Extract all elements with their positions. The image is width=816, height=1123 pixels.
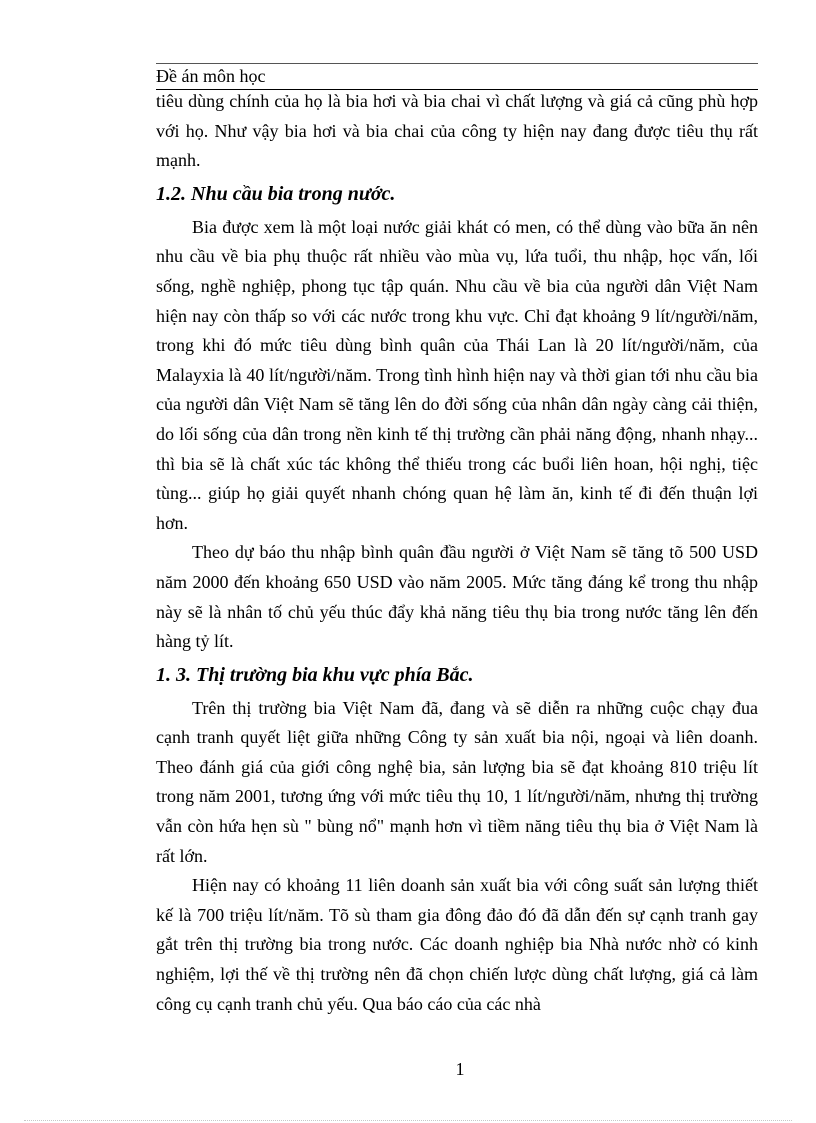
page-bottom-rule	[24, 1120, 792, 1121]
section-heading-1-3: 1. 3. Thị trường bia khu vực phía Bắc.	[156, 663, 474, 686]
paragraph-joint-ventures: Hiện nay có khoảng 11 liên doanh sản xuất bia với công suất sản lượng thiết kế là 700 triệu lít/năm. Tõ sù tham gia đông đảo đó đã dẫn đến sự cạnh tranh gay gắt trên thị trường bia trong nước. Các doanh nghiệp bia Nhà nước nhờ có kinh nghiệm, lợi thế về thị trường nên đã chọn chiến lược dùng chất lượng, giá cả làm công cụ cạnh tranh chủ yếu. Qua báo cáo của các nhà	[156, 875, 758, 1014]
paragraph-income-forecast: Theo dự báo thu nhập bình quân đầu người ở Việt Nam sẽ tăng tõ 500 USD năm 2000 đến khoảng 650 USD vào năm 2005. Mức tăng đáng kể trong thu nhập này sẽ là nhân tố chủ yếu thúc đẩy khả năng tiêu thụ bia trong nước tăng lên đến hàng tỷ lít.	[156, 542, 758, 652]
page-body	[156, 87, 758, 1019]
paragraph-domestic-demand: Bia được xem là một loại nước giải khát có men, có thể dùng vào bữa ăn nên nhu cầu về bia phụ thuộc rất nhiều vào mùa vụ, lứa tuổi, thu nhập, học vấn, lối sống, nghề nghiệp, phong tục tập quán. Nhu cầu về bia của người dân Việt Nam hiện nay còn thấp so với các nước trong khu vực. Chỉ đạt khoảng 9 lít/người/năm, trong khi đó mức tiêu dùng bình quân của Thái Lan là 20 lít/người/năm, của Malayxia là 40 lít/người/năm. Trong tình hình hiện nay và thời gian tới nhu cầu bia của người dân Việt Nam sẽ tăng lên do đời sống của nhân dân ngày càng cải thiện, do lối sống của dân trong nền kinh tế thị trường cần phải năng động, nhanh nhạy... thì bia sẽ là chất xúc tác không thể thiếu trong các buổi liên hoan, hội nghị, tiệc tùng... giúp họ giải quyết nhanh chóng quan hệ làm ăn, kinh tế đi đến thuận lợi hơn.	[156, 216, 758, 533]
document-header-title: Đề án môn học	[156, 66, 266, 86]
section-heading-1-2: 1.2. Nhu cầu bia trong nước.	[156, 182, 396, 205]
page-number: 1	[455, 1059, 465, 1079]
paragraph-market-competition: Trên thị trường bia Việt Nam đã, đang và sẽ diễn ra những cuộc chạy đua cạnh tranh quyết liệt giữa những Công ty sản xuất bia nội, ngoại và liên doanh. Theo đánh giá của giới công nghệ bia, sản lượng bia sẽ đạt khoảng 810 triệu lít trong năm 2001, tương ứng với mức tiêu thụ 10, 1 lít/người/năm, nhưng thị trường vẫn còn hứa hẹn sù " bùng nổ" mạnh hơn vì tiềm năng tiêu thụ bia ở Việt Nam là rất lớn.	[156, 697, 758, 866]
paragraph-intro: tiêu dùng chính của họ là bia hơi và bia chai vì chất lượng và giá cả cũng phù hợp với họ. Như vậy bia hơi và bia chai của công ty hiện nay đang được tiêu thụ rất mạnh.	[156, 91, 758, 171]
